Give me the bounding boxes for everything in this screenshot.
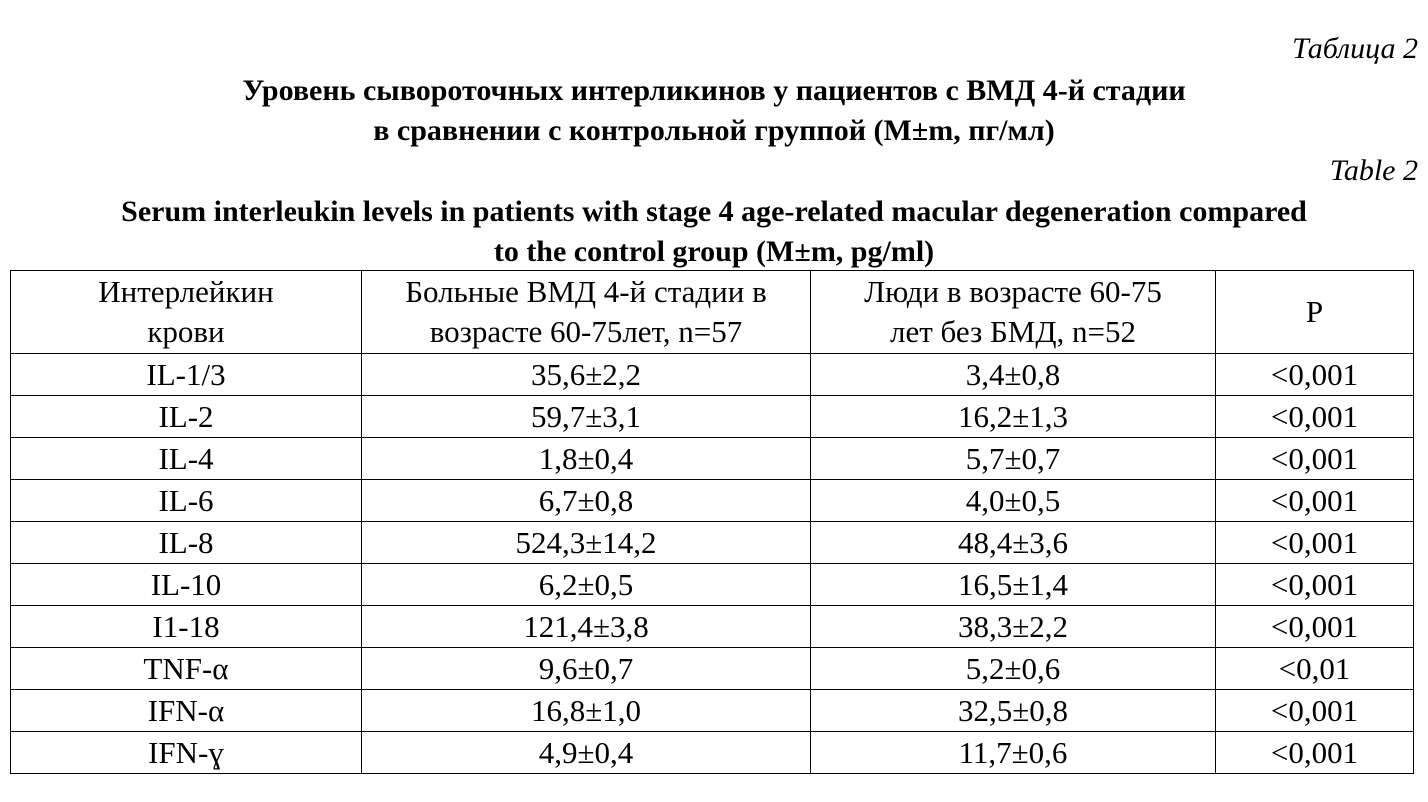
cell-control: 3,4±0,8 <box>811 354 1216 396</box>
interleukin-table <box>10 270 1414 774</box>
cell-p: <0,01 <box>1216 648 1414 690</box>
table-row <box>11 354 1414 396</box>
cell-p: <0,001 <box>1216 564 1414 606</box>
cell-interleukin: IL-6 <box>11 480 362 522</box>
header-text: возрасте 60-75лет, n=57 <box>429 314 743 349</box>
cell-p: <0,001 <box>1216 480 1414 522</box>
cell-control: 11,7±0,6 <box>811 732 1216 774</box>
table-row <box>11 396 1414 438</box>
cell-control: 48,4±3,6 <box>811 522 1216 564</box>
cell-p: <0,001 <box>1216 354 1414 396</box>
cell-control: 32,5±0,8 <box>811 690 1216 732</box>
cell-p: <0,001 <box>1216 732 1414 774</box>
table-row <box>11 564 1414 606</box>
cell-interleukin: IL-8 <box>11 522 362 564</box>
cell-patients: 1,8±0,4 <box>362 438 811 480</box>
cell-patients: 59,7±3,1 <box>362 396 811 438</box>
table-row <box>11 732 1414 774</box>
header-control <box>811 271 1216 354</box>
header-text: крови <box>147 314 225 349</box>
cell-control: 16,5±1,4 <box>811 564 1216 606</box>
cell-control: 38,3±2,2 <box>811 606 1216 648</box>
header-interleukin <box>11 271 362 354</box>
header-text: лет без БМД, n=52 <box>889 314 1137 349</box>
table-header-row <box>11 271 1414 354</box>
cell-patients: 6,2±0,5 <box>362 564 811 606</box>
header-patients <box>362 271 811 354</box>
table-row <box>11 648 1414 690</box>
cell-control: 5,2±0,6 <box>811 648 1216 690</box>
header-text: Люди в возрасте 60-75 <box>864 274 1162 309</box>
cell-patients: 16,8±1,0 <box>362 690 811 732</box>
table-row <box>11 606 1414 648</box>
header-text: P <box>1305 294 1324 329</box>
title-ru-line-1: Уровень сывороточных интерликинов у пациентов с ВМД 4-й стадии <box>242 74 1186 107</box>
cell-interleukin: I1-18 <box>11 606 362 648</box>
header-p <box>1216 271 1414 354</box>
table-row <box>11 522 1414 564</box>
cell-interleukin: TNF-α <box>11 648 362 690</box>
cell-interleukin: IL-1/3 <box>11 354 362 396</box>
cell-p: <0,001 <box>1216 606 1414 648</box>
table-label-en: Table 2 <box>1329 154 1418 187</box>
cell-p: <0,001 <box>1216 396 1414 438</box>
cell-interleukin: IFN-ɣ <box>11 732 362 774</box>
cell-patients: 524,3±14,2 <box>362 522 811 564</box>
cell-patients: 6,7±0,8 <box>362 480 811 522</box>
table-row <box>11 690 1414 732</box>
title-en-line-1: Serum interleukin levels in patients with stage 4 age-related macular degeneration compared <box>121 195 1307 228</box>
table-label-ru: Таблица 2 <box>1292 32 1418 65</box>
cell-control: 5,7±0,7 <box>811 438 1216 480</box>
cell-p: <0,001 <box>1216 438 1414 480</box>
cell-p: <0,001 <box>1216 522 1414 564</box>
cell-interleukin: IL-4 <box>11 438 362 480</box>
cell-interleukin: IL-2 <box>11 396 362 438</box>
title-en-line-2: to the control group (M±m, pg/ml) <box>493 235 935 268</box>
header-text: Больные ВМД 4-й стадии в <box>405 274 767 309</box>
header-text: Интерлейкин <box>98 274 274 309</box>
table-row <box>11 480 1414 522</box>
cell-patients: 121,4±3,8 <box>362 606 811 648</box>
cell-interleukin: IL-10 <box>11 564 362 606</box>
cell-interleukin: IFN-α <box>11 690 362 732</box>
cell-patients: 4,9±0,4 <box>362 732 811 774</box>
cell-control: 4,0±0,5 <box>811 480 1216 522</box>
cell-control: 16,2±1,3 <box>811 396 1216 438</box>
title-ru-line-2: в сравнении с контрольной группой (M±m, пг/мл) <box>373 114 1055 147</box>
cell-patients: 35,6±2,2 <box>362 354 811 396</box>
table-row <box>11 438 1414 480</box>
cell-patients: 9,6±0,7 <box>362 648 811 690</box>
cell-p: <0,001 <box>1216 690 1414 732</box>
